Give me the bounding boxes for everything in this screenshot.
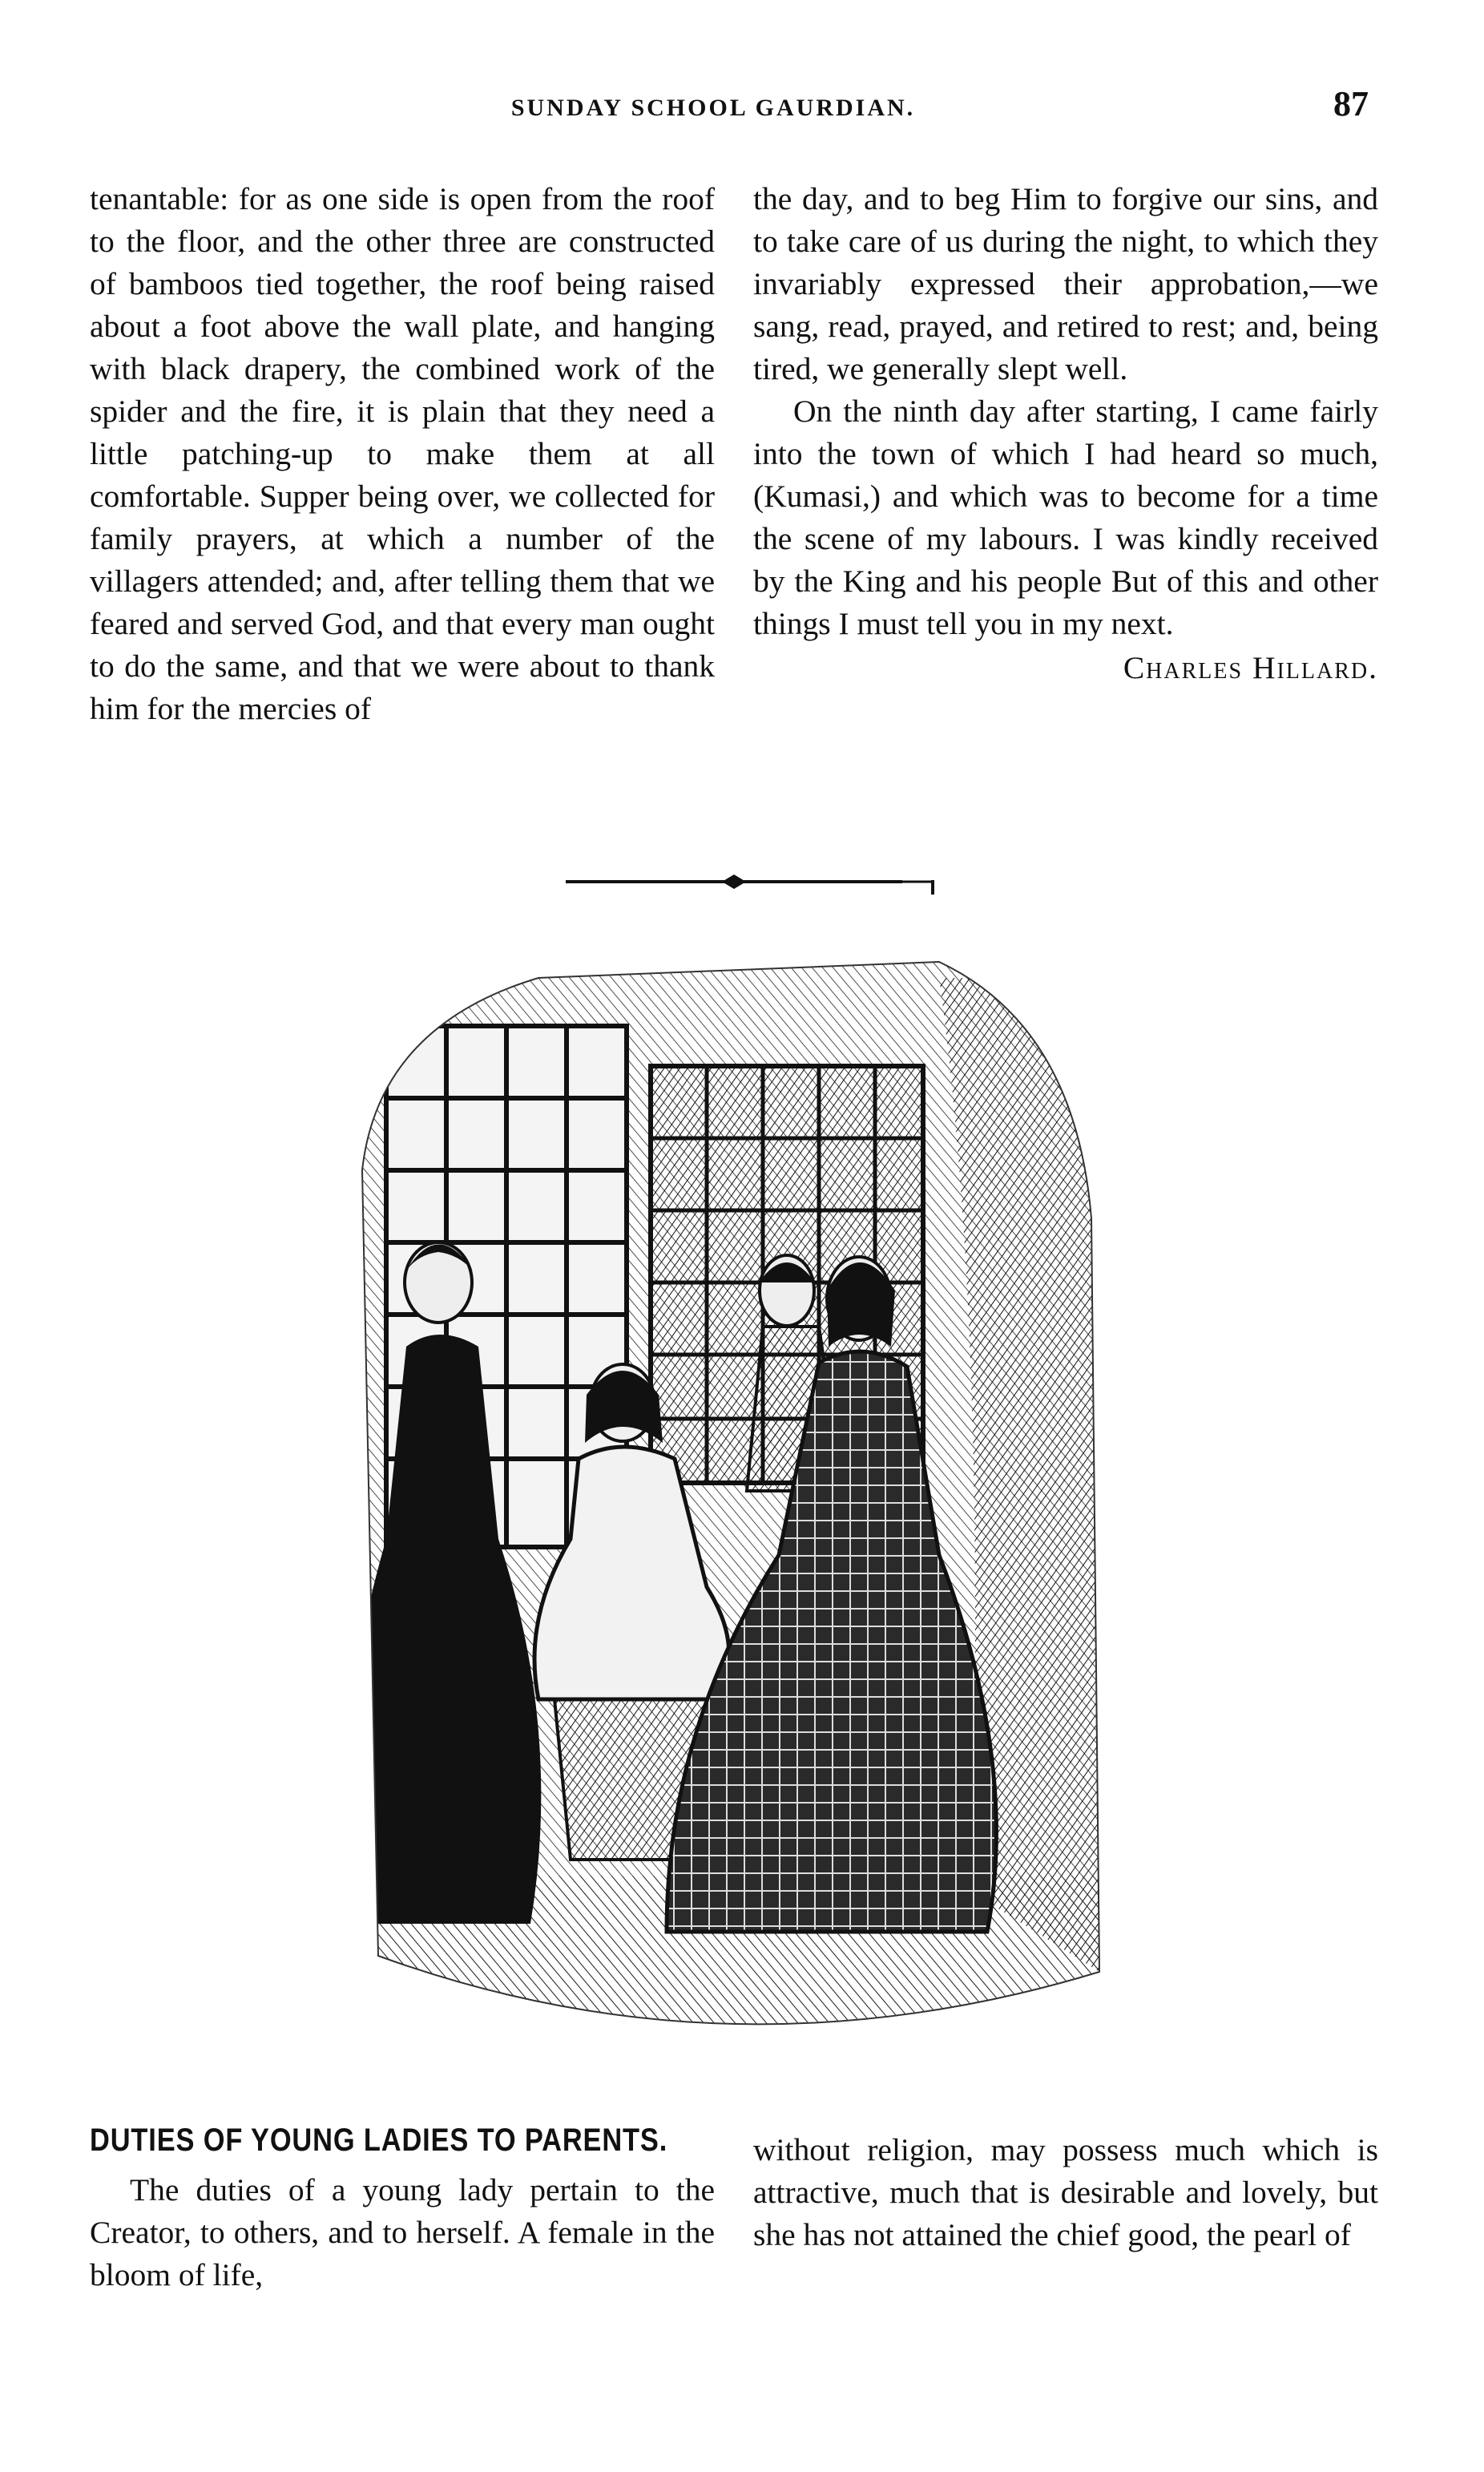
- right-column-paragraph-2: On the ninth day after starting, I came fairly into the town of which I had heard so much, (Kumasi,) and which was to become for a time the scene of my labours. I was kindly received by the King and his people But of this and other things I must tell you in my next.: [753, 394, 1378, 641]
- running-title: SUNDAY SCHOOL GAURDIAN.: [510, 95, 916, 121]
- article-left-paragraph: The duties of a young lady pertain to the Creator, to others, and to herself. A female in the bloom of life,: [90, 2172, 715, 2292]
- article-right-paragraph: without religion, may possess much which is attractive, much that is desirable and lovely, but she has not attained the chief good, the pearl of: [753, 2132, 1378, 2252]
- article-left-column: [90, 2169, 715, 2296]
- left-column: [90, 178, 715, 730]
- right-column-paragraph-1: the day, and to beg Him to forgive our sins, and to take care of us during the night, to which they invariably expressed their approbation,—we sang, read, prayed, and retired to rest; and, being tired, we generally slept well.: [753, 181, 1378, 386]
- article-title: DUTIES OF YOUNG LADIES TO PARENTS.: [90, 2123, 668, 2158]
- left-column-paragraph: tenantable: for as one side is open from the roof to the floor, and the other three are constructed of bamboos tied together, the roof being raised about a foot above the wall plate, and hanging with black drapery, the combined work of the spider and the fire, it is plain that they need a little patching-up to make them at all comfortable. Supper being over, we collected for family prayers, at which a number of the villagers attended; and, after telling them that we feared and served God, and that every man ought to do the same, and that we were about to thank him for the mercies of: [90, 181, 715, 726]
- author-signature: Charles Hillard.: [1123, 650, 1378, 685]
- section-divider-ornament: [566, 866, 942, 898]
- page-number: 87: [1333, 84, 1369, 123]
- right-column: [753, 178, 1378, 689]
- engraving-four-young-ladies-icon: [330, 930, 1131, 2084]
- article-right-column: [753, 2129, 1378, 2256]
